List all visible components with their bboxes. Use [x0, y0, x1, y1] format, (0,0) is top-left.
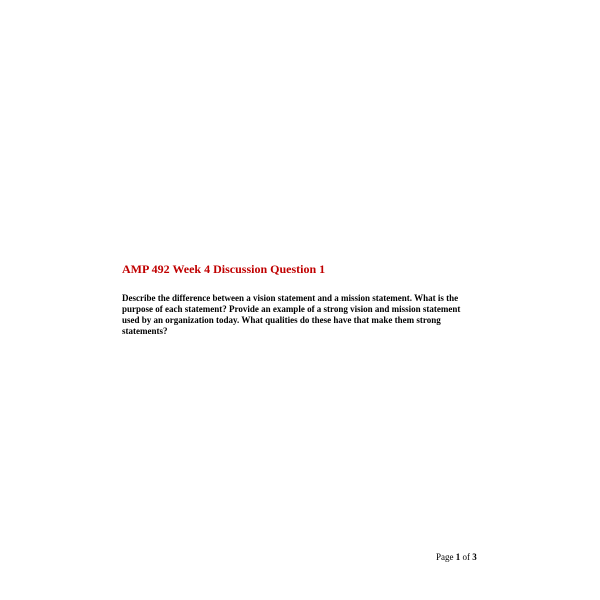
of-word: of: [462, 552, 470, 562]
question-line: statements?: [122, 326, 168, 336]
page-number-footer: [436, 552, 477, 562]
total-pages-number: 3: [472, 552, 477, 562]
discussion-question: [122, 293, 482, 337]
question-line: Describe the difference between a vision statement and a mission statement. What is the: [122, 293, 459, 303]
current-page-number: 1: [455, 552, 461, 562]
question-line: purpose of each statement? Provide an example of a strong vision and mission statement: [122, 304, 461, 314]
question-line: used by an organization today. What qualities do these have that make them strong: [122, 315, 441, 325]
document-title: AMP 492 Week 4 Discussion Question 1: [122, 262, 326, 276]
page-word: Page: [436, 552, 454, 562]
